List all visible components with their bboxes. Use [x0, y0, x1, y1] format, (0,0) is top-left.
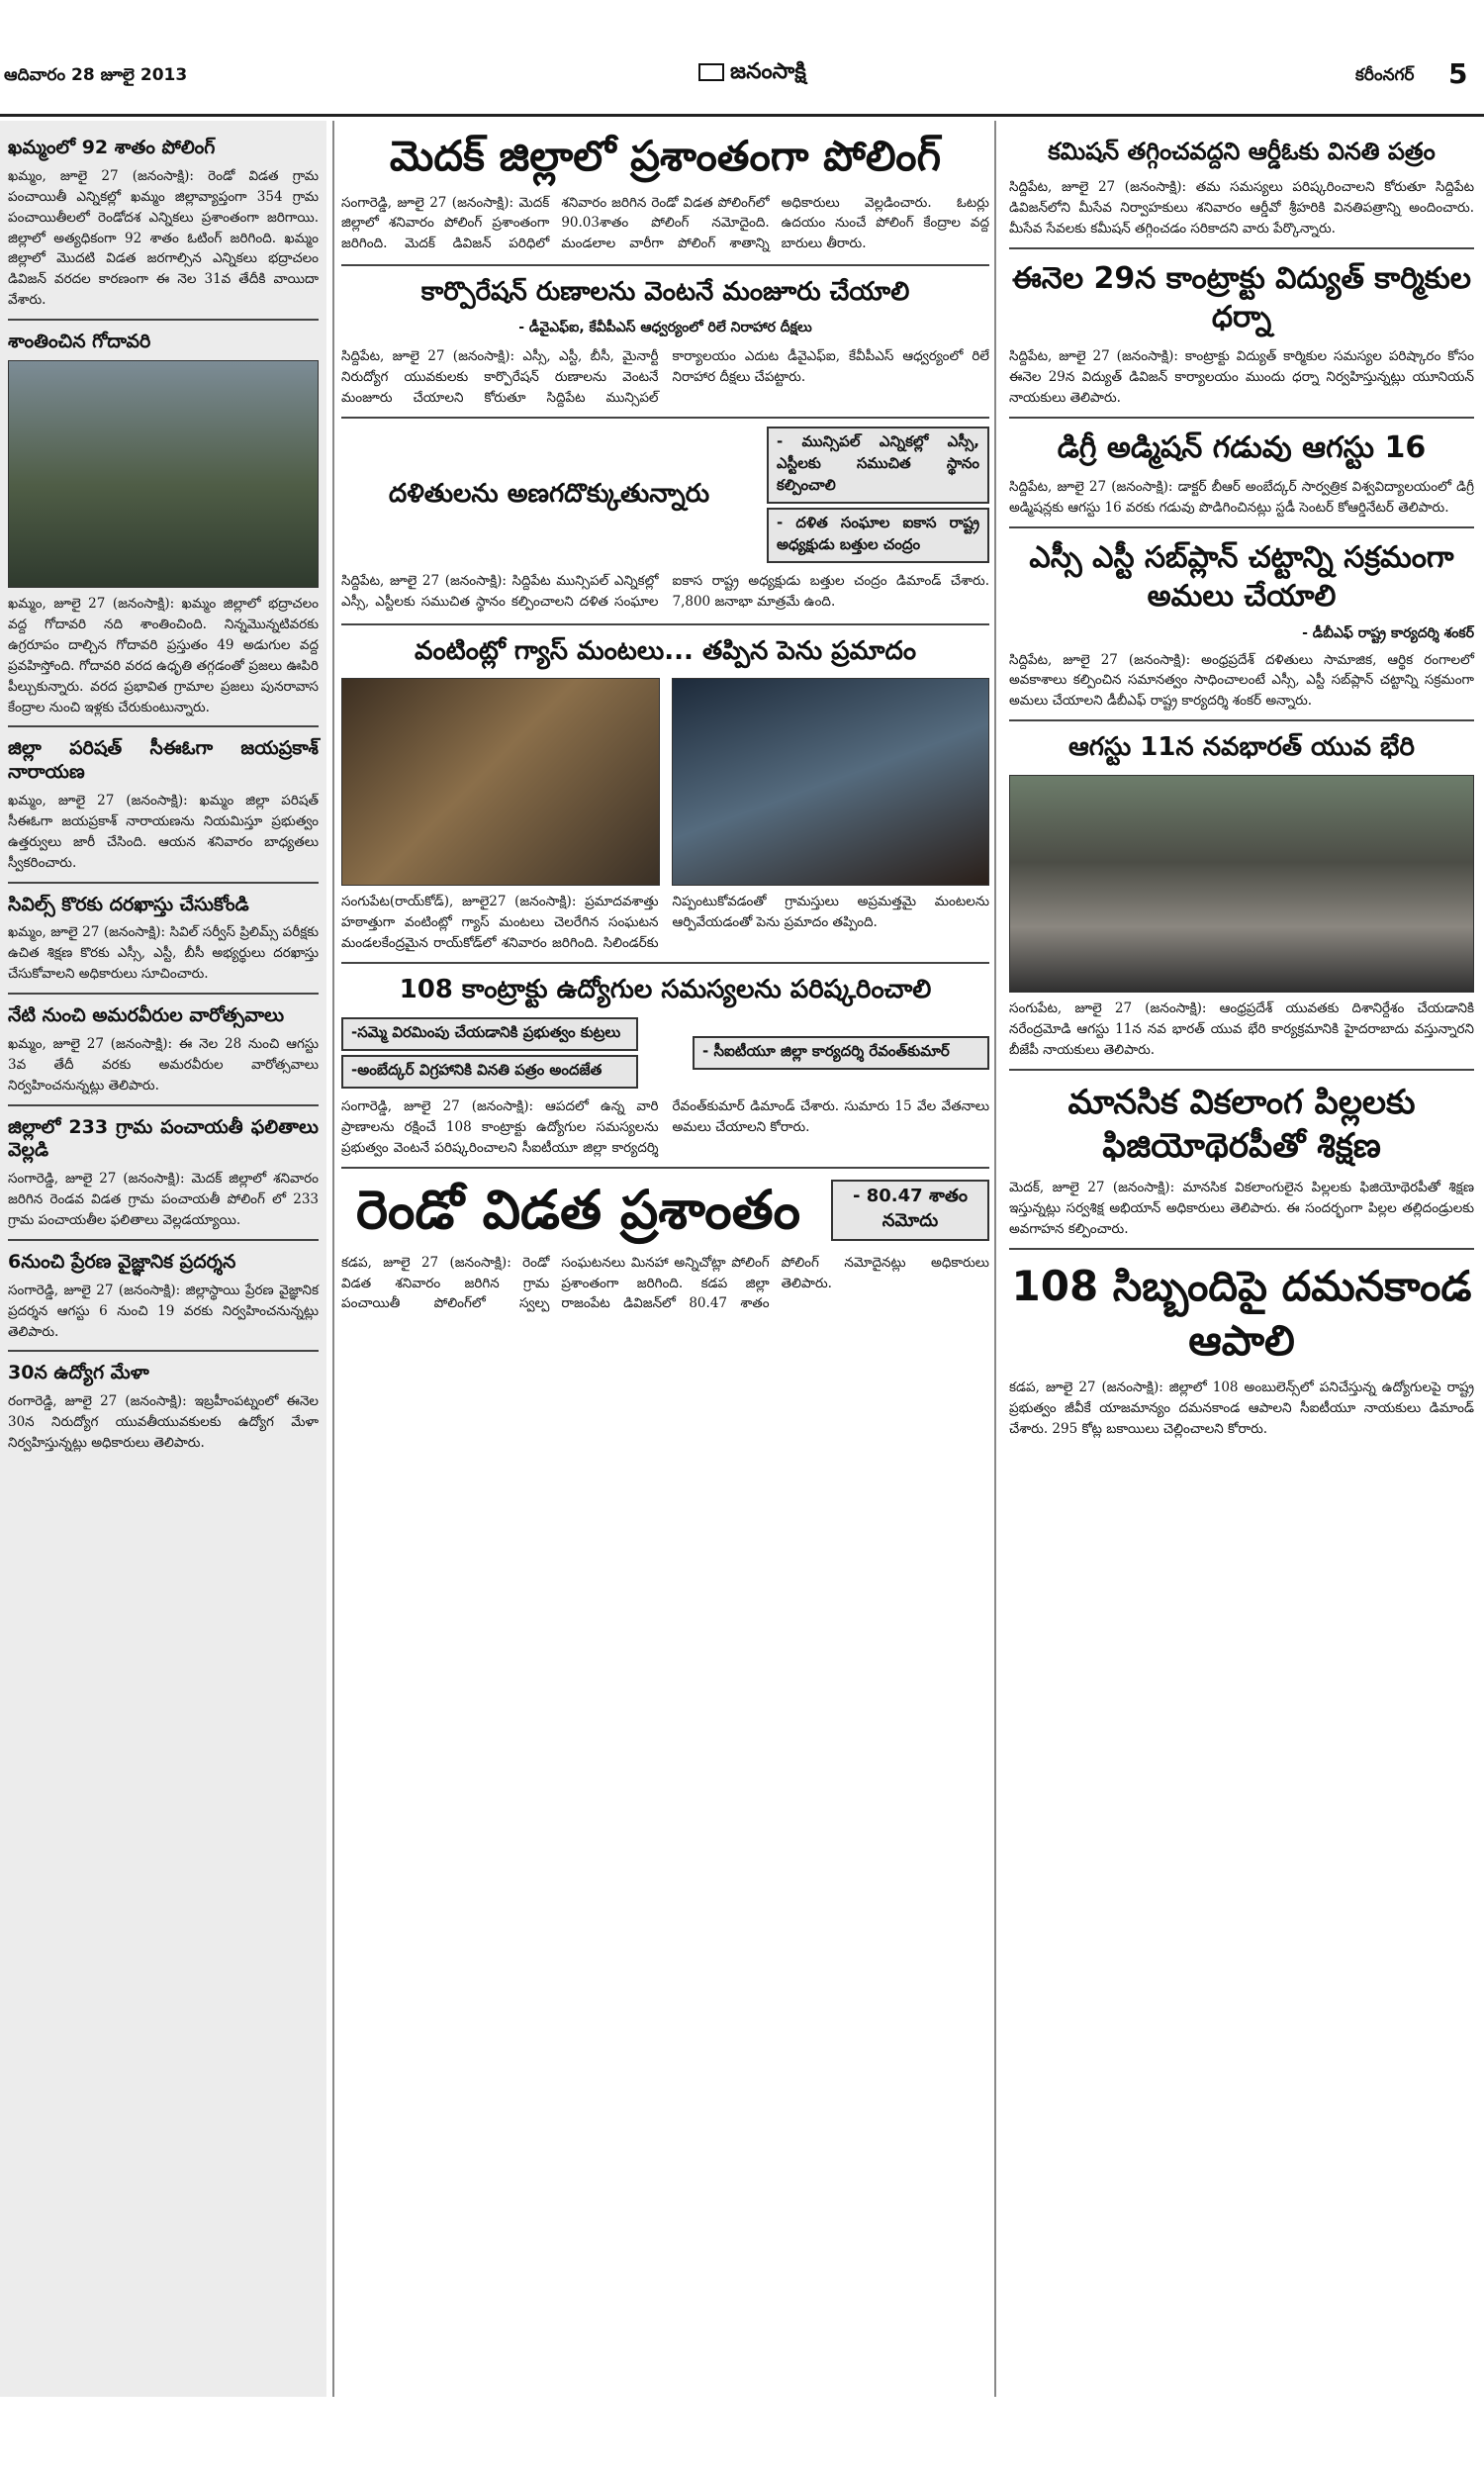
headline: ఈనెల 29న కాంట్రాక్టు విద్యుత్ కార్మికుల ధర్నా — [1011, 260, 1472, 334]
subheadline-row — [341, 1017, 989, 1089]
photo-row — [341, 678, 989, 886]
logo-icon — [698, 63, 724, 81]
headline: కార్పొరేషన్ రుణాలను వెంటనే మంజూరు చేయాలి — [420, 277, 910, 308]
headline: శాంతించిన గోదావరి — [8, 331, 151, 353]
lead-headline: మెదక్ జిల్లాలో ప్రశాంతంగా పోలింగ్ — [389, 132, 942, 180]
headline: 108 సిబ్బందిపై దమనకాండ ఆపాలి — [1011, 1262, 1472, 1365]
article-body: రంగారెడ్డి, జూలై 27 (జనంసాక్షి): ఇబ్రహీంపట్నంలో ఈనెల 30న నిరుద్యోగ యువతీయువకులకు ఉద్యోగ మేళా నిర్వహిస్తున్నట్లు అధికారులు తెలిపారు. — [8, 1393, 319, 1452]
article-body: సిద్దిపేట, జూలై 27 (జనంసాక్షి): డాక్టర్ బీఆర్ అంబేద్కర్ సార్వత్రిక విశ్వవిద్యాలయంలో డిగ్రీ అడ్మిషన్లకు ఆగస్టు 16 వరకు గడువు పొడిగించినట్లు స్టడీ సెంటర్ కోఆర్డినేటర్ తెలిపారు. — [1009, 478, 1474, 516]
divider — [8, 1239, 319, 1241]
subheadline: - 80.47 శాతం నమోదు — [831, 1180, 989, 1241]
divider — [341, 623, 989, 625]
divider — [341, 1167, 989, 1169]
headline: 108 కాంట్రాక్టు ఉద్యోగుల సమస్యలను పరిష్కరించాలి — [399, 975, 932, 1005]
divider — [8, 1350, 319, 1352]
headline: దళితులను అణగదొక్కుతున్నారు — [388, 478, 710, 509]
article-body: సిద్దిపేట, జూలై 27 (జనంసాక్షి): కాంట్రాక్టు విద్యుత్ కార్మికుల సమస్యల పరిష్కారం కోసం ఈనెల 29న విద్యుత్ డివిజన్ కార్యాలయం ముందు ధర్నా నిర్వహిస్తున్నట్లు యూనియన్ నాయకులు తెలిపారు. — [1009, 347, 1474, 406]
subheadline: - డీబీఎఫ్ రాష్ట్ర కార్యదర్శి శంకర్ — [1302, 624, 1474, 641]
godavari-river-photo — [8, 360, 319, 588]
middle-column — [341, 121, 989, 1314]
headline: 30న ఉద్యోగ మేళా — [8, 1362, 149, 1384]
divider — [1009, 417, 1474, 419]
gas-cylinder-photo — [672, 678, 990, 886]
divider — [341, 962, 989, 964]
headline: నేటి నుంచి అమరవీరుల వారోత్సవాలు — [8, 1004, 285, 1027]
headline: మానసిక వికలాంగ పిల్లలకు ఫిజియోథెరపీతో శిక్షణ — [1067, 1082, 1416, 1167]
article-body: మెదక్, జూలై 27 (జనంసాక్షి): మానసిక వికలాంగులైన పిల్లలకు ఫిజియోథెరపీతో శిక్షణ ఇస్తున్నట్లు సర్వశిక్ష అభియాన్ అధికారులు తెలిపారు. ఈ సందర్భంగా పిల్లల తల్లిదండ్రులకు అవగాహన కల్పించారు. — [1009, 1180, 1474, 1238]
right-column — [999, 121, 1484, 2397]
subheadline: - సీఐటీయూ జిల్లా కార్యదర్శి రేవంత్‌కుమార్ — [693, 1036, 989, 1070]
divider — [8, 319, 319, 321]
divider — [1009, 1248, 1474, 1250]
column-divider — [332, 121, 334, 2397]
column-divider — [994, 121, 996, 2397]
article-body: ఖమ్మం, జూలై 27 (జనంసాక్షి): ఈ నెల 28 నుంచి ఆగస్టు 3వ తేదీ వరకు అమరవీరుల వారోత్సవాలు నిర్వహించనున్నట్లు తెలిపారు. — [8, 1035, 319, 1094]
masthead — [0, 0, 1484, 117]
article-body: కడప, జూలై 27 (జనంసాక్షి): రెండో విడత శనివారం జరిగిన గ్రామ పంచాయితీ పోలింగ్‌లో స్వల్ప సంఘటనలు మినహా అన్నిచోట్లా పోలింగ్ ప్రశాంతంగా జరిగింది. కడప జిల్లా రాజంపేట డివిజన్‌లో 80.47 శాతం పోలింగ్ నమోదైనట్లు అధికారులు తెలిపారు. — [341, 1254, 989, 1312]
headline: ఖమ్మంలో 92 శాతం పోలింగ్ — [8, 137, 216, 158]
divider — [1009, 526, 1474, 528]
article-body: ఖమ్మం, జూలై 27 (జనంసాక్షి): ఖమ్మం జిల్లాలో భద్రాచలం వద్ద గోదావరి నది శాంతించింది. నిన్నమొన్నటివరకు ఉగ్రరూపం దాల్చిన గోదావరి ప్రస్తుతం 49 అడుగుల వద్ద ప్రవహిస్తోంది. గోదావరి వరద ఉధృతి తగ్గడంతో ప్రజలు ఊపిరి పీల్చుకున్నారు. వరద ప్రభావిత గ్రామాల ప్రజలు పునరావాస కేంద్రాల నుంచి ఇళ్లకు చేరుకుంటున్నారు. — [8, 595, 319, 715]
divider — [341, 264, 989, 266]
divider — [8, 993, 319, 995]
divider — [8, 882, 319, 884]
subheadline-box: - మున్సిపల్ ఎన్నికల్లో ఎస్సీ, ఎస్టీలకు సముచిత స్థానం కల్పించాలి - దళిత సంఘాల ఐకాస రాష్ట్ర అధ్యక్షుడు బత్తుల చంద్రం — [767, 427, 989, 563]
article-body: ఖమ్మం, జూలై 27 (జనంసాక్షి): ఖమ్మం జిల్లా పరిషత్ సీఈఓగా జయప్రకాశ్ నారాయణను నియమిస్తూ ప్రభుత్వం ఉత్తర్వులు జారీ చేసింది. ఆయన శనివారం బాధ్యతలు స్వీకరించారు. — [8, 792, 319, 871]
headline: 6నుంచి ప్రేరణ వైజ్ఞానిక ప్రదర్శన — [8, 1250, 236, 1273]
divider — [341, 417, 989, 419]
subheadline: - డీవైఎఫ్ఐ, కేవీపీఎస్ ఆధ్వర్యంలో రిలే నిరాహార దీక్షలు — [518, 320, 812, 336]
article-body: సంగారెడ్డి, జూలై 27 (జనంసాక్షి): మెదక్ జిల్లాలో శనివారం జరిగిన రెండవ విడత గ్రామ పంచాయతీ పోలింగ్ లో 233 గ్రామ పంచాయతీల ఫలితాలు వెల్లడయ్యాయి. — [8, 1171, 319, 1229]
subheadline: -సమ్మె విరమింపు చేయడానికి ప్రభుత్వం కుట్రలు — [341, 1017, 638, 1051]
article-body: సంగారెడ్డి, జూలై 27 (జనంసాక్షి): ఆపదలో ఉన్న వారి ప్రాణాలను రక్షించే 108 కాంట్రాక్టు ఉద్యోగుల సమస్యలను ప్రభుత్వం వెంటనే పరిష్కరించాలని సీఐటీయూ జిల్లా కార్యదర్శి రేవంత్‌కుమార్ డిమాండ్ చేశారు. సుమారు 15 వేల వేతనాలు అమలు చేయాలని కోరారు. — [341, 1098, 989, 1156]
headline: సివిల్స్ కొరకు దరఖాస్తు చేసుకోండి — [8, 893, 249, 915]
newspaper-logo: జనంసాక్షి — [698, 59, 806, 89]
divider — [1009, 719, 1474, 721]
headline: జిల్లా పరిషత్ సీఈఓగా జయప్రకాశ్ నారాయణ — [8, 737, 319, 784]
headline: ఆగస్టు 11న నవభారత్ యువ భేరి — [1068, 732, 1415, 763]
headline-row — [341, 427, 989, 563]
divider — [8, 725, 319, 727]
left-column — [0, 121, 326, 2397]
article-body: కడప, జూలై 27 (జనంసాక్షి): జిల్లాలో 108 అంబులెన్స్‌లో పనిచేస్తున్న ఉద్యోగులపై రాష్ట్ర ప్రభుత్వం జీవీకే యాజమాన్యం దమనకాండ ఆపాలని సీఐటీయూ నాయకులు డిమాండ్ చేశారు. 295 కోట్ల బకాయిలు చెల్లించాలని కోరారు. — [1009, 1380, 1474, 1438]
edition-place: కరీంనగర్ — [1355, 65, 1415, 85]
headline: డిగ్రీ అడ్మిషన్ గడువు ఆగస్టు 16 — [1057, 429, 1427, 465]
divider — [8, 1104, 319, 1106]
headline: కమిషన్ తగ్గించవద్దని ఆర్డీఓకు వినతి పత్రం — [1048, 138, 1436, 165]
divider — [1009, 1069, 1474, 1071]
headline: వంటింట్లో గ్యాస్ మంటలు... తప్పిన పెను ప్రమాదం — [414, 635, 917, 666]
burnt-regulator-photo — [341, 678, 660, 886]
subheadline: -అంబేద్కర్ విగ్రహానికి వినతి పత్రం అందజేత — [341, 1055, 638, 1089]
article-body: ఖమ్మం, జూలై 27 (జనంసాక్షి): రెండో విడత గ్రామ పంచాయితీ ఎన్నికల్లో ఖమ్మం జిల్లావ్యాప్తంగా 354 గ్రామ పంచాయితీలలో రెండోదశ ఎన్నికలు ప్రశాంతంగా జరిగాయి. జిల్లాలో అత్యధికంగా 92 శాతం ఓటింగ్ జరిగింది. ఖమ్మం జిల్లాలో మొదటి విడత జరగాల్సిన ఎన్నికలు భద్రాచలం డివిజన్ వరదల కారణంగా ఈ నెల 31వ తేదీకి వాయిదా వేశారు. — [8, 167, 319, 309]
article-body: సిద్దిపేట, జూలై 27 (జనంసాక్షి): సిద్దిపేట మున్సిపల్ ఎన్నికల్లో ఎస్సీ, ఎస్టీలకు సముచిత స్థానం కల్పించాలని దళిత సంఘాల ఐకాస రాష్ట్ర అధ్యక్షుడు బత్తుల చంద్రం డిమాండ్ చేశారు. 7,800 జనాభా మాత్రమే ఉంది. — [341, 572, 989, 610]
issue-date: ఆదివారం 28 జూలై 2013 — [4, 65, 188, 85]
headline: రెండో విడత ప్రశాంతం — [355, 1178, 801, 1241]
headline: జిల్లాలో 233 గ్రామ పంచాయతీ ఫలితాలు వెల్లడి — [8, 1115, 319, 1162]
page-number: 5 — [1448, 57, 1468, 90]
article-body: సంగారెడ్డి, జూలై 27 (జనంసాక్షి): మెదక్ జిల్లాలో శనివారం పోలింగ్ ప్రశాంతంగా జరిగింది. మెదక్ డివిజన్ పరిధిలో శనివారం జరిగిన రెండో విడత పోలింగ్‌లో 90.03శాతం పోలింగ్ నమోదైంది. మండలాల వారీగా పోలింగ్ శాతాన్ని అధికారులు వెల్లడించారు. ఓటర్లు ఉదయం నుంచే పోలింగ్ కేంద్రాల వద్ద బారులు తీరారు. — [341, 194, 989, 252]
headline-row — [341, 1179, 989, 1243]
headline: ఎస్సీ ఎస్టీ సబ్‌ప్లాన్ చట్టాన్ని సక్రమంగా అమలు చేయాలి — [1029, 539, 1454, 614]
youth-meeting-photo — [1009, 775, 1474, 993]
article-body: సంగుపేట(రాయ్‌కోడ్), జూలై27 (జనంసాక్షి): ప్రమాదవశాత్తు హఠాత్తుగా వంటింట్లో గ్యాస్ మంటలు చెలరేగిన సంఘటన మండలకేంద్రమైన రాయ్‌కోడ్‌లో శనివారం జరిగింది. సిలిండర్‌కు నిప్పంటుకోవడంతో గ్రామస్తులు అప్రమత్తమై మంటలను ఆర్పివేయడంతో పెను ప్రమాదం తప్పింది. — [341, 894, 989, 952]
article-body: సిద్దిపేట, జూలై 27 (జనంసాక్షి): తమ సమస్యలు పరిష్కరించాలని కోరుతూ సిద్దిపేట డివిజన్‌లోని మీసేవ నిర్వాహకులు శనివారం ఆర్డీవో శ్రీహరికి వినతిపత్రాన్ని అందించారు. మీసేవ సేవలకు కమీషన్ తగ్గించడం సరికాదని వారు పేర్కొన్నారు. — [1009, 179, 1474, 238]
article-body: సిద్దిపేట, జూలై 27 (జనంసాక్షి): అంధ్రప్రదేశ్ దళితులు సామాజిక, ఆర్థిక రంగాలలో అవకాశాలు కల్పించిన సమానత్వం సాధించాలంటే ఎస్సీ, ఎస్టీ సబ్‌ప్లాన్ చట్టాన్ని సక్రమంగా అమలు చేయాలని డీబీఎఫ్ రాష్ట్ర కార్యదర్శి శంకర్ అన్నారు. — [1009, 651, 1474, 710]
article-body: సిద్దిపేట, జూలై 27 (జనంసాక్షి): ఎస్సీ, ఎస్టీ, బీసీ, మైనార్టీ నిరుద్యోగ యువకులకు కార్పొరేషన్ రుణాలను వెంటనే మంజూరు చేయాలని కోరుతూ సిద్దిపేట మున్సిపల్ కార్యాలయం ఎదుట డీవైఎఫ్ఐ, కేవీపీఎస్ ఆధ్వర్యంలో రిలే నిరాహార దీక్షలు చేపట్టారు. — [341, 348, 989, 406]
article-body: సంగారెడ్డి, జూలై 27 (జనంసాక్షి): జిల్లాస్థాయి ప్రేరణ వైజ్ఞానిక ప్రదర్శన ఆగస్టు 6 నుంచి 19 వరకు నిర్వహించనున్నట్లు తెలిపారు. — [8, 1282, 319, 1340]
divider — [1009, 247, 1474, 249]
article-body: సంగుపేట, జూలై 27 (జనంసాక్షి): ఆంధ్రప్రదేశ్ యువతకు దిశానిర్దేశం చేయడానికి నరేంద్రమోడి ఆగస్టు 11న నవ భారత్ యువ భేరి కార్యక్రమానికి హైదరాబాదు వస్తున్నారని బీజేపీ నాయకులు తెలిపారు. — [1009, 1000, 1474, 1058]
article-body: ఖమ్మం, జూలై 27 (జనంసాక్షి): సివిల్ సర్వీస్ ప్రిలిమ్స్ పరీక్షకు ఉచిత శిక్షణ కొరకు ఎస్సీ, ఎస్టీ, బీసీ అభ్యర్థులు దరఖాస్తు చేసుకోవాలని అధికారులు సూచించారు. — [8, 924, 319, 983]
